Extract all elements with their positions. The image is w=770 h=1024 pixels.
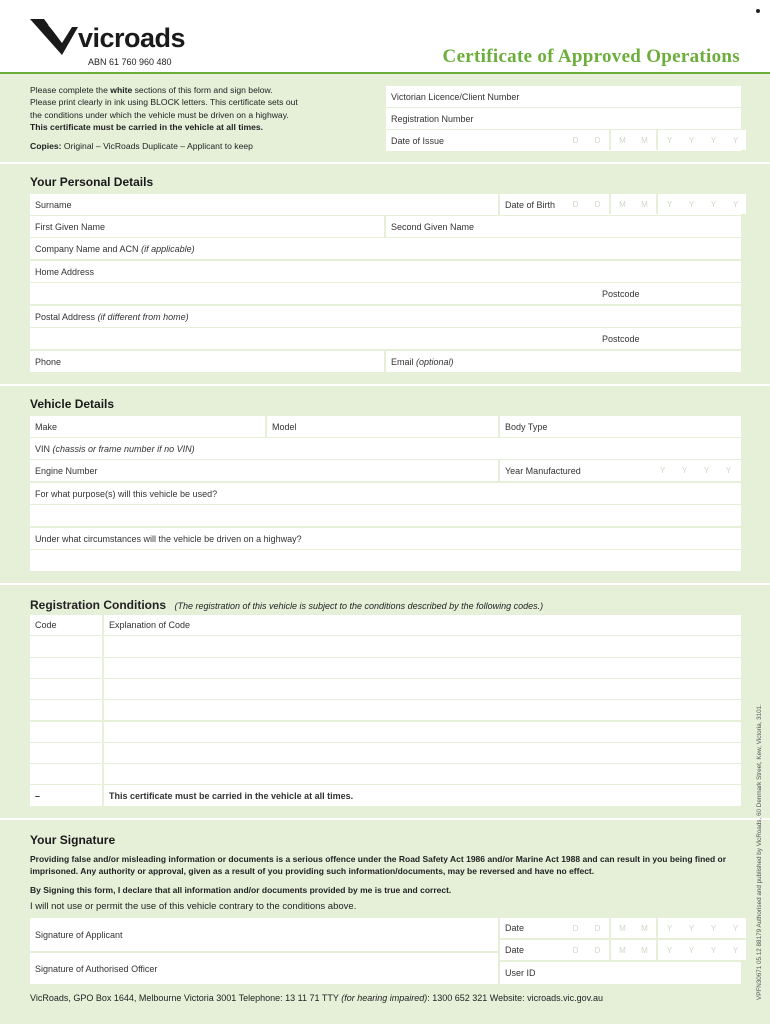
- digit-box[interactable]: [674, 328, 695, 348]
- body-type-label: Body Type: [505, 421, 548, 432]
- date-digit-box[interactable]: Y: [703, 918, 724, 938]
- vin-field[interactable]: [30, 438, 741, 459]
- abn-number: ABN 61 760 960 480: [88, 57, 172, 67]
- user-id-field[interactable]: [500, 962, 741, 984]
- date-separator: [656, 194, 658, 214]
- date-digit-box[interactable]: Y: [681, 940, 702, 960]
- footer-prefix: VicRoads, GPO Box 1644, Melbourne Victoria 3001 Telephone: 13 11 71 TTY: [30, 993, 342, 1003]
- vicroads-logo-mark-icon: [28, 17, 80, 57]
- phone-label: Phone: [35, 356, 62, 367]
- registration-number-field[interactable]: [386, 108, 741, 129]
- condition-explanation-cell[interactable]: [104, 658, 741, 678]
- surname-field[interactable]: [30, 194, 498, 215]
- condition-code-cell[interactable]: [30, 764, 102, 784]
- date-digit-box[interactable]: Y: [659, 918, 680, 938]
- signature-of-applicant-label: Signature of Applicant: [35, 929, 123, 940]
- personal-details-heading: Your Personal Details: [30, 175, 154, 189]
- company-name-label: Company Name and ACN: [35, 243, 139, 254]
- conditions-table-row: [30, 679, 741, 699]
- date-separator: [609, 194, 611, 214]
- section-divider: [0, 162, 770, 164]
- date-digit-box[interactable]: Y: [703, 130, 724, 150]
- vicroads-wordmark: vicroads: [78, 23, 186, 53]
- date-of-birth-boxes[interactable]: [565, 194, 746, 214]
- conditions-table: [30, 615, 741, 807]
- date-digit-box[interactable]: D: [565, 918, 586, 938]
- company-name-field[interactable]: [30, 238, 741, 259]
- date-digit-box[interactable]: Y: [725, 194, 746, 214]
- purpose-field[interactable]: [30, 483, 741, 504]
- footer-contact: [30, 993, 603, 1003]
- date-digit-box[interactable]: D: [565, 130, 586, 150]
- digit-box[interactable]: [696, 283, 717, 303]
- conditions-table-row: [30, 722, 741, 742]
- conditions-table-row: [30, 615, 741, 635]
- email-label: Email: [391, 356, 414, 367]
- condition-code-cell[interactable]: [30, 636, 102, 656]
- signature-heading: Your Signature: [30, 833, 116, 847]
- date-digit-box[interactable]: Y: [659, 194, 680, 214]
- intro-line2: Please print clearly in ink using BLOCK letters. This certificate sets out: [30, 97, 298, 108]
- phone-field[interactable]: [30, 351, 384, 372]
- section-divider: [0, 818, 770, 820]
- applicant-date-label: Date: [505, 923, 525, 933]
- condition-code-cell[interactable]: [30, 679, 102, 699]
- condition-explanation-cell[interactable]: Explanation of Code: [104, 615, 741, 635]
- officer-date-boxes[interactable]: [565, 940, 746, 960]
- date-digit-box[interactable]: M: [634, 940, 655, 960]
- intro-line1-prefix: Please complete the: [30, 85, 111, 95]
- email-field[interactable]: [386, 351, 741, 372]
- date-digit-box[interactable]: M: [634, 130, 655, 150]
- postal-address-field[interactable]: [30, 306, 741, 327]
- date-digit-box[interactable]: D: [587, 940, 608, 960]
- condition-code-cell[interactable]: –: [30, 785, 102, 805]
- condition-code-cell[interactable]: Code: [30, 615, 102, 635]
- digit-box[interactable]: [718, 283, 739, 303]
- date-digit-box[interactable]: Y: [725, 130, 746, 150]
- date-separator: [656, 918, 658, 938]
- date-digit-box[interactable]: D: [565, 194, 586, 214]
- digit-box[interactable]: [652, 328, 673, 348]
- purpose-label: For what purpose(s) will this vehicle be used?: [35, 488, 218, 499]
- engine-number-field[interactable]: [30, 460, 498, 481]
- condition-code-cell[interactable]: [30, 743, 102, 763]
- condition-explanation-cell[interactable]: [104, 764, 741, 784]
- date-digit-box[interactable]: Y: [652, 460, 673, 480]
- home-address-label: Home Address: [35, 266, 95, 277]
- officer-date-label: Date: [505, 945, 525, 955]
- registration-conditions-note: (The registration of this vehicle is subject to the conditions described by the following codes.): [174, 601, 544, 611]
- model-field[interactable]: [267, 416, 498, 437]
- make-label: Make: [35, 421, 58, 432]
- copies-label: Copies:: [30, 140, 62, 151]
- postal-postcode-boxes[interactable]: [652, 328, 739, 348]
- first-given-name-field[interactable]: [30, 216, 384, 237]
- intro-carry-notice: This certificate must be carried in the vehicle at all times.: [30, 122, 264, 133]
- title-rule: [0, 72, 770, 74]
- first-given-name-label: First Given Name: [35, 221, 106, 232]
- second-given-name-field[interactable]: [386, 216, 741, 237]
- digit-box[interactable]: [718, 328, 739, 348]
- date-digit-box[interactable]: Y: [681, 194, 702, 214]
- make-field[interactable]: [30, 416, 265, 437]
- intro-text: [30, 84, 370, 152]
- conditions-table-row: [30, 764, 741, 784]
- date-digit-box[interactable]: Y: [674, 460, 695, 480]
- vin-note: (chassis or frame number if no VIN): [52, 443, 195, 454]
- vin-label: VIN: [35, 443, 51, 454]
- intro-line1-suffix: sections of this form and sign below.: [132, 85, 273, 95]
- year-manufactured-boxes[interactable]: [652, 460, 739, 480]
- date-digit-box[interactable]: M: [612, 130, 633, 150]
- date-of-birth-label: Date of Birth: [505, 199, 556, 210]
- conditions-table-row: [30, 658, 741, 678]
- date-separator: [609, 940, 611, 960]
- copies-text: Original – VicRoads Duplicate – Applicant to keep: [63, 140, 253, 151]
- conditions-table-row: [30, 700, 741, 720]
- vicroads-logo: [28, 17, 208, 61]
- registration-conditions-header: [30, 596, 543, 614]
- date-digit-box[interactable]: Y: [718, 460, 739, 480]
- side-publication-text: VPFN30671 05.12 88179 Authorised and published by VicRoads, 60 Denmark Street, Kew, Victoria, 3101.: [756, 704, 763, 1000]
- date-digit-box[interactable]: D: [587, 130, 608, 150]
- licence-number-field[interactable]: [386, 86, 741, 107]
- postal-address-line2-field[interactable]: [30, 328, 741, 349]
- date-separator: [609, 918, 611, 938]
- conditions-table-row: [30, 785, 741, 805]
- surname-label: Surname: [35, 199, 72, 210]
- postal-address-label: Postal Address: [35, 311, 96, 322]
- signature-of-officer-field[interactable]: [30, 953, 498, 984]
- postal-postcode-label: Postcode: [602, 333, 640, 344]
- company-name-note: (if applicable): [141, 243, 195, 254]
- digit-box[interactable]: [652, 283, 673, 303]
- date-digit-box[interactable]: Y: [703, 940, 724, 960]
- date-digit-box[interactable]: D: [587, 918, 608, 938]
- engine-number-label: Engine Number: [35, 465, 98, 476]
- home-address-field[interactable]: [30, 261, 741, 282]
- licence-number-label: Victorian Licence/Client Number: [391, 91, 520, 102]
- date-digit-box[interactable]: M: [612, 194, 633, 214]
- date-digit-box[interactable]: Y: [725, 940, 746, 960]
- date-digit-box[interactable]: Y: [659, 940, 680, 960]
- intro-line3: the conditions under which the vehicle must be driven on a highway.: [30, 109, 289, 120]
- signature-undertaking: I will not use or permit the use of this vehicle contrary to the conditions above.: [30, 901, 357, 912]
- footer-suffix: : 1300 652 321 Website: vicroads.vic.gov.au: [427, 993, 604, 1003]
- purpose-answer-field[interactable]: [30, 505, 741, 526]
- date-of-issue-label: Date of Issue: [391, 135, 445, 146]
- circumstances-answer-field[interactable]: [30, 550, 741, 571]
- intro-line1-bold: white: [110, 85, 133, 95]
- home-address-line2-field[interactable]: [30, 283, 741, 304]
- applicant-date-boxes[interactable]: [565, 918, 746, 938]
- section-divider: [0, 384, 770, 386]
- year-manufactured-label: Year Manufactured: [505, 465, 581, 476]
- footer-tty-note: (for hearing impaired): [341, 993, 428, 1003]
- condition-code-cell[interactable]: [30, 722, 102, 742]
- section-divider: [0, 583, 770, 585]
- condition-explanation-cell[interactable]: [104, 722, 741, 742]
- signature-of-applicant-field[interactable]: [30, 918, 498, 951]
- signature-warning: Providing false and/or misleading information or documents is a serious offence under the Road Safety Act 1986 and/or Marine Act 1988 and can result in you being fined or imprisoned. Any authority or approval, given as a result of you providing such information/documents, may be reversed and have no effect.: [30, 854, 727, 877]
- condition-explanation-cell[interactable]: [104, 743, 741, 763]
- home-postcode-label: Postcode: [602, 288, 640, 299]
- date-digit-box[interactable]: Y: [703, 194, 724, 214]
- registration-dot-top-right: [756, 9, 760, 13]
- date-digit-box[interactable]: M: [634, 918, 655, 938]
- circumstances-label: Under what circumstances will the vehicle be driven on a highway?: [35, 533, 302, 544]
- condition-code-cell[interactable]: [30, 658, 102, 678]
- postal-address-note: (if different from home): [97, 311, 189, 322]
- email-note: (optional): [416, 356, 454, 367]
- registration-conditions-heading: Registration Conditions: [30, 598, 166, 612]
- condition-explanation-cell[interactable]: [104, 636, 741, 656]
- form-title: Certificate of Approved Operations: [442, 46, 740, 67]
- date-digit-box[interactable]: Y: [681, 130, 702, 150]
- second-given-name-label: Second Given Name: [391, 221, 475, 232]
- conditions-table-row: [30, 743, 741, 763]
- registration-number-label: Registration Number: [391, 113, 474, 124]
- date-digit-box[interactable]: Y: [681, 918, 702, 938]
- date-digit-box[interactable]: D: [587, 194, 608, 214]
- digit-box[interactable]: [696, 328, 717, 348]
- date-separator: [656, 940, 658, 960]
- condition-explanation-cell[interactable]: [104, 700, 741, 720]
- date-digit-box[interactable]: M: [612, 940, 633, 960]
- date-digit-box[interactable]: Y: [696, 460, 717, 480]
- model-label: Model: [272, 421, 297, 432]
- signature-declaration: By Signing this form, I declare that all information and/or documents provided by me is true and correct.: [30, 885, 452, 895]
- digit-box[interactable]: [674, 283, 695, 303]
- date-digit-box[interactable]: D: [565, 940, 586, 960]
- user-id-label: User ID: [505, 968, 536, 978]
- date-digit-box[interactable]: M: [634, 194, 655, 214]
- circumstances-field[interactable]: [30, 528, 741, 549]
- date-digit-box[interactable]: Y: [659, 130, 680, 150]
- date-separator: [656, 130, 658, 150]
- date-separator: [609, 130, 611, 150]
- date-of-issue-boxes[interactable]: [565, 130, 746, 150]
- home-postcode-boxes[interactable]: [652, 283, 739, 303]
- date-digit-box[interactable]: M: [612, 918, 633, 938]
- condition-explanation-cell[interactable]: [104, 679, 741, 699]
- vehicle-details-heading: Vehicle Details: [30, 397, 115, 411]
- body-type-field[interactable]: [500, 416, 741, 437]
- signature-of-officer-label: Signature of Authorised Officer: [35, 963, 158, 974]
- condition-explanation-cell[interactable]: This certificate must be carried in the vehicle at all times.: [104, 785, 741, 805]
- conditions-table-row: [30, 636, 741, 656]
- date-digit-box[interactable]: Y: [725, 918, 746, 938]
- condition-code-cell[interactable]: [30, 700, 102, 720]
